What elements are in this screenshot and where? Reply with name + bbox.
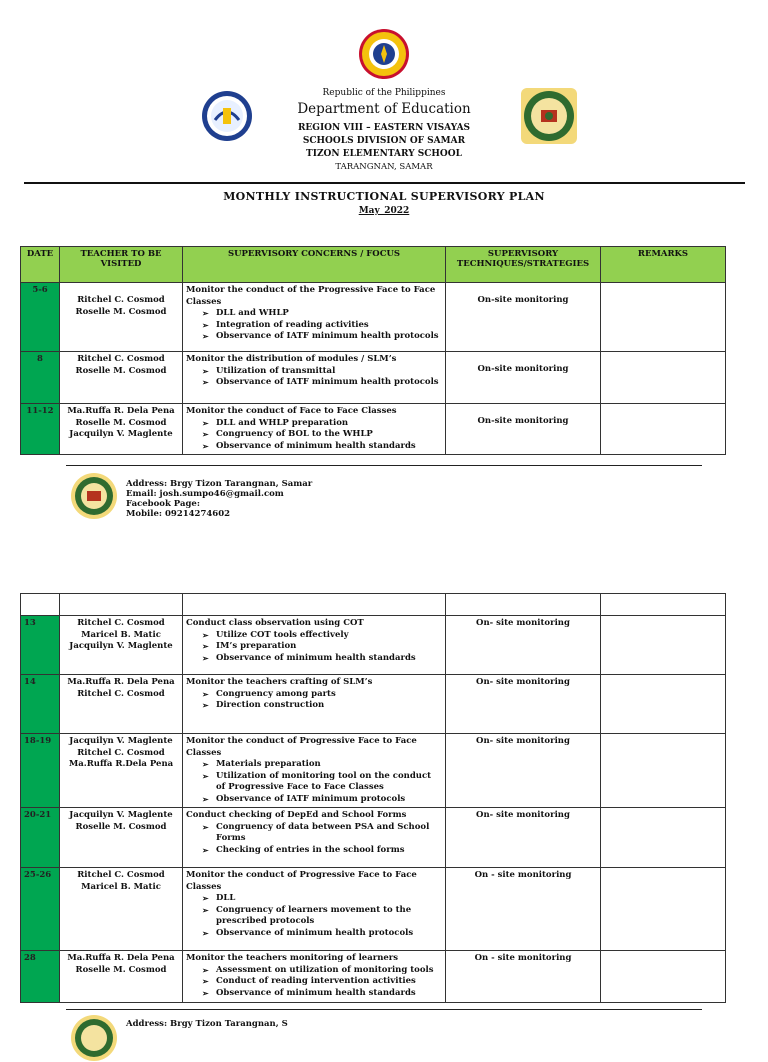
focus-item: ➢ Integration of reading activities xyxy=(202,320,442,332)
focus-text: Monitor the teachers crafting of SLM’s xyxy=(186,677,373,687)
col-date-header: DATE xyxy=(21,247,60,283)
focus-item: ➢ IM’s preparation xyxy=(202,641,442,653)
technique-cell: On-site monitoring xyxy=(446,283,601,352)
table-row xyxy=(21,352,726,404)
date-cell: 5-6 xyxy=(21,283,60,352)
teacher-name: Roselle M. Cosmod xyxy=(75,365,167,376)
blank-cell xyxy=(183,594,446,616)
date-cell: 11-12 xyxy=(21,404,60,455)
technique-cell: On- site monitoring xyxy=(446,675,601,734)
concerns-cell xyxy=(183,616,446,675)
technique-cell: On - site monitoring xyxy=(446,951,601,1003)
remarks-cell xyxy=(601,404,726,455)
table-row xyxy=(21,808,726,868)
remarks-cell xyxy=(601,283,726,352)
concerns-cell xyxy=(183,808,446,868)
focus-text: Monitor the conduct of the Progressive Face to Face Classes xyxy=(186,285,436,307)
focus-item: ➢ Utilization of transmittal xyxy=(202,366,442,378)
focus-item: ➢ Observance of IATF minimum protocols xyxy=(202,794,442,806)
col-concerns-header: SUPERVISORY CONCERNS / FOCUS xyxy=(183,247,446,283)
teacher-name: Roselle M. Cosmod xyxy=(75,821,167,832)
teacher-name: Maricel B. Matic xyxy=(81,629,161,640)
teachers-cell xyxy=(60,352,183,404)
teacher-name: Jacquilyn V. Maglente xyxy=(69,641,173,651)
concerns-cell xyxy=(183,283,446,352)
footer-school-logo-2 xyxy=(70,1014,118,1062)
header-department: Department of Education xyxy=(297,101,471,117)
footer-address-partial: Address: Brgy Tizon Tarangnan, S xyxy=(126,1019,288,1029)
teachers-cell xyxy=(60,616,183,675)
footer-email: Email: josh.sumpo46@gmail.com xyxy=(126,489,284,499)
focus-text: Monitor the conduct of Progressive Face to Face Classes xyxy=(186,736,417,758)
table-row xyxy=(21,868,726,951)
footer-contact xyxy=(126,479,312,519)
focus-text: Conduct checking of DepEd and School Forms xyxy=(186,810,407,820)
supervisory-plan-table-1 xyxy=(20,246,726,455)
focus-item: ➢ Observance of minimum health standards xyxy=(202,653,442,665)
deped-seal xyxy=(358,28,410,80)
date-cell: 13 xyxy=(21,616,60,675)
teacher-name: Jacquilyn V. Maglente xyxy=(69,429,173,439)
footer-facebook: Facebook Page: xyxy=(126,499,200,509)
teachers-cell xyxy=(60,951,183,1003)
date-cell: 18-19 xyxy=(21,734,60,808)
focus-text: Monitor the conduct of Face to Face Classes xyxy=(186,406,397,416)
supervisory-plan-table-2 xyxy=(20,593,726,1003)
focus-text: Monitor the teachers monitoring of learners xyxy=(186,953,399,963)
footer-divider xyxy=(66,465,702,466)
focus-item: ➢ Observance of minimum health standards xyxy=(202,441,442,453)
date-cell: 28 xyxy=(21,951,60,1003)
technique-cell: On - site monitoring xyxy=(446,868,601,951)
focus-item: ➢ Observance of IATF minimum health protocols xyxy=(202,377,442,389)
date-cell: 8 xyxy=(21,352,60,404)
teachers-cell xyxy=(60,675,183,734)
remarks-cell xyxy=(601,675,726,734)
teacher-name: Roselle M. Cosmod xyxy=(75,417,167,428)
header-division: SCHOOLS DIVISION OF SAMAR xyxy=(302,136,466,146)
header-region: REGION VIII – EASTERN VISAYAS xyxy=(297,123,471,133)
focus-item: ➢ Direction construction xyxy=(202,700,442,712)
concerns-cell xyxy=(183,951,446,1003)
technique-cell: On- site monitoring xyxy=(446,734,601,808)
header-location: TARANGNAN, SAMAR xyxy=(335,162,433,172)
focus-text: Conduct class observation using COT xyxy=(186,618,364,628)
table-row xyxy=(21,675,726,734)
teacher-name: Roselle M. Cosmod xyxy=(75,964,167,975)
teacher-name: Ritchel C. Cosmod xyxy=(77,295,165,305)
focus-item: ➢ Materials preparation xyxy=(202,759,442,771)
remarks-cell xyxy=(601,734,726,808)
focus-item: ➢ DLL xyxy=(202,893,442,905)
teacher-name: Ritchel C. Cosmod xyxy=(77,354,165,364)
focus-item: ➢ Assessment on utilization of monitoring tools xyxy=(202,965,442,977)
teacher-name: Ritchel C. Cosmod xyxy=(77,688,165,699)
teacher-name: Ma.Ruffa R. Dela Pena xyxy=(67,953,175,963)
teacher-name: Roselle M. Cosmod xyxy=(75,306,167,317)
focus-text: Monitor the distribution of modules / SLM’s xyxy=(186,354,397,364)
teacher-name: Ritchel C. Cosmod xyxy=(77,870,165,880)
focus-item: ➢ Observance of minimum health protocols xyxy=(202,928,442,940)
focus-item: ➢ Observance of IATF minimum health protocols xyxy=(202,331,442,343)
table-row xyxy=(21,404,726,455)
footer-school-logo xyxy=(70,472,118,520)
table-row xyxy=(21,734,726,808)
teachers-cell xyxy=(60,283,183,352)
focus-item: ➢ DLL and WHLP preparation xyxy=(202,418,442,430)
date-cell: 25-26 xyxy=(21,868,60,951)
technique-cell: On- site monitoring xyxy=(446,616,601,675)
teachers-cell xyxy=(60,404,183,455)
technique-cell: On-site monitoring xyxy=(446,404,601,455)
blank-cell xyxy=(21,594,60,616)
concerns-cell xyxy=(183,675,446,734)
concerns-cell xyxy=(183,734,446,808)
focus-item: ➢ Congruency of data between PSA and School Forms xyxy=(202,822,442,845)
col-teacher-header: TEACHER TO BE VISITED xyxy=(60,247,183,283)
blank-cell xyxy=(60,594,183,616)
teacher-name: Jacquilyn V. Maglente xyxy=(69,810,173,820)
footer-address: Address: Brgy Tizon Tarangnan, Samar xyxy=(126,479,313,489)
remarks-cell xyxy=(601,868,726,951)
table-header-row xyxy=(21,247,726,283)
remarks-cell xyxy=(601,616,726,675)
teachers-cell xyxy=(60,734,183,808)
focus-item: ➢ DLL and WHLP xyxy=(202,308,442,320)
blank-cell xyxy=(601,594,726,616)
concerns-cell xyxy=(183,404,446,455)
teacher-name: Jacquilyn V. Maglente xyxy=(69,736,173,746)
teacher-name: Ma.Ruffa R. Dela Pena xyxy=(67,677,175,687)
technique-cell: On-site monitoring xyxy=(446,352,601,404)
focus-item: ➢ Congruency among parts xyxy=(202,689,442,701)
remarks-cell xyxy=(601,808,726,868)
concerns-cell xyxy=(183,868,446,951)
table-row xyxy=(21,616,726,675)
teachers-cell xyxy=(60,808,183,868)
focus-item: ➢ Congruency of BOL to the WHLP xyxy=(202,429,442,441)
col-remarks-header: REMARKS xyxy=(601,247,726,283)
teacher-name: Ritchel C. Cosmod xyxy=(77,747,165,758)
header-school: TIZON ELEMENTARY SCHOOL xyxy=(306,149,462,159)
focus-item: ➢ Congruency of learners movement to the prescribed protocols xyxy=(202,905,442,928)
focus-text: Monitor the conduct of Progressive Face to Face Classes xyxy=(186,870,417,892)
date-cell: 14 xyxy=(21,675,60,734)
remarks-cell xyxy=(601,951,726,1003)
document-period: May_2022 xyxy=(358,206,410,216)
table-row xyxy=(21,951,726,1003)
teacher-name: Maricel B. Matic xyxy=(81,881,161,892)
footer-mobile: Mobile: 09214274602 xyxy=(126,509,231,519)
header-republic: Republic of the Philippines xyxy=(322,88,446,98)
col-techniques-header: SUPERVISORY TECHNIQUES/STRATEGIES xyxy=(446,247,601,283)
blank-cell xyxy=(446,594,601,616)
concerns-cell xyxy=(183,352,446,404)
remarks-cell xyxy=(601,352,726,404)
teacher-name: Ritchel C. Cosmod xyxy=(77,618,165,628)
teacher-name: Ma.Ruffa R. Dela Pena xyxy=(67,406,175,416)
footer-divider-2 xyxy=(66,1009,702,1010)
teacher-name: Ma.Ruffa R.Dela Pena xyxy=(68,759,174,769)
document-title: MONTHLY INSTRUCTIONAL SUPERVISORY PLAN xyxy=(223,190,545,203)
focus-item: ➢ Conduct of reading intervention activities xyxy=(202,976,442,988)
table-blank-row xyxy=(21,594,726,616)
focus-item: ➢ Checking of entries in the school forms xyxy=(202,845,442,857)
date-cell: 20-21 xyxy=(21,808,60,868)
focus-item: ➢ Utilize COT tools effectively xyxy=(202,630,442,642)
focus-item: ➢ Observance of minimum health standards xyxy=(202,988,442,1000)
focus-item: ➢ Utilization of monitoring tool on the conduct of Progressive Face to Face Classes xyxy=(202,771,442,794)
technique-cell: On- site monitoring xyxy=(446,808,601,868)
header-divider xyxy=(24,182,745,184)
teachers-cell xyxy=(60,868,183,951)
table-row xyxy=(21,283,726,352)
